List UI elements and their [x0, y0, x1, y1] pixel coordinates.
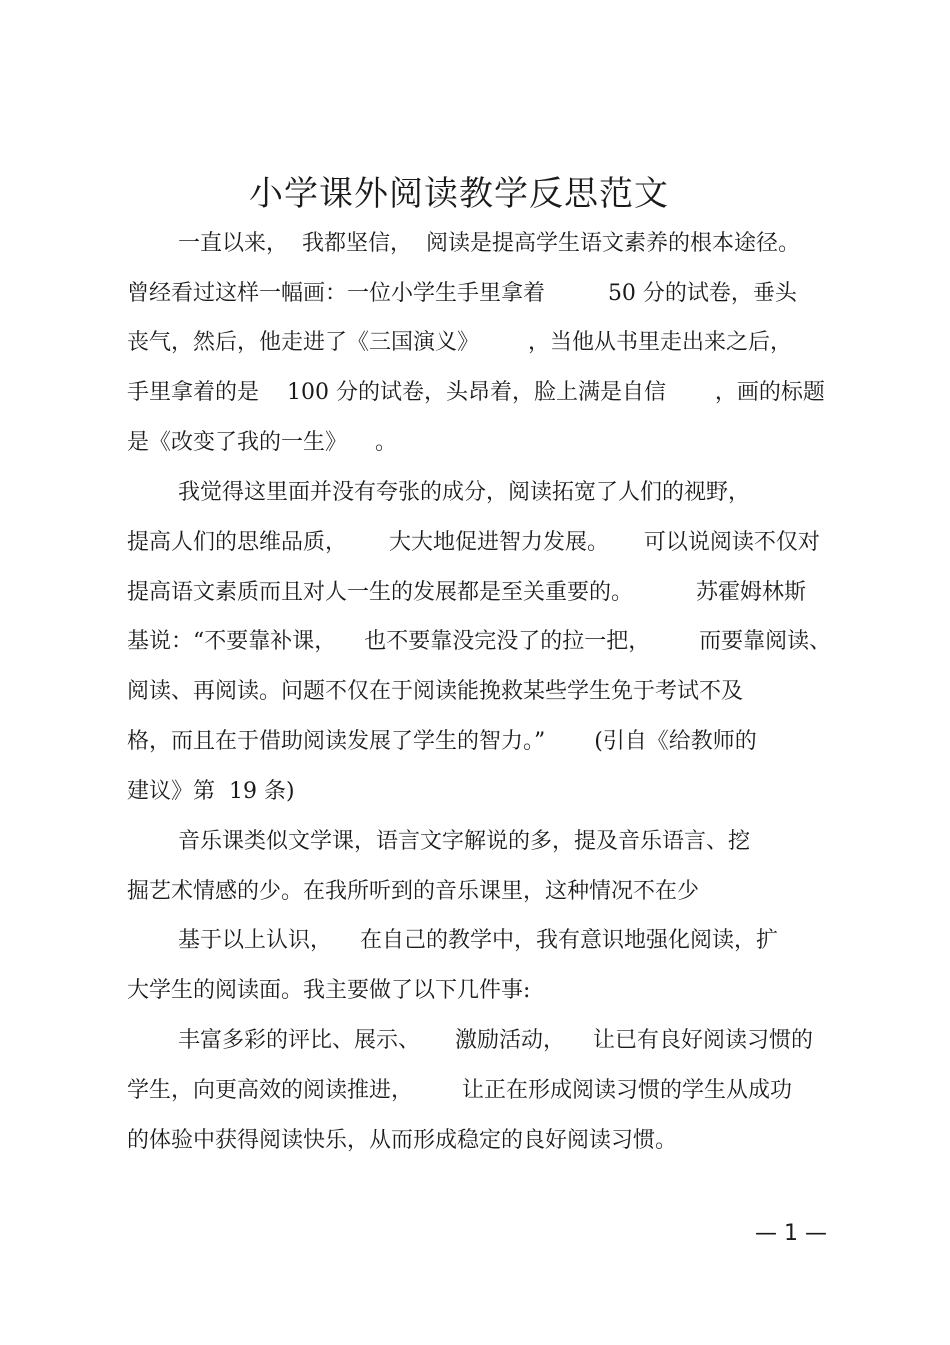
text-line: 基于以上认识， 在自己的教学中，我有意识地强化阅读，扩 [178, 928, 778, 953]
text-line: 曾经看过这样一幅画：一位小学生手里拿着 50 分的试卷，垂头 [127, 281, 797, 306]
text-line: 阅读、再阅读。问题不仅在于阅读能挽救某些学生免于考试不及 [127, 679, 744, 704]
text-line: 基说：“不要靠补课， 也不要靠没完没了的拉一把， 而要靠阅读、 [127, 629, 832, 654]
document-title: 小学课外阅读教学反思范文 [249, 174, 669, 214]
text-line: 是《改变了我的一生》 。 [127, 430, 397, 455]
text-line: 的体验中获得阅读快乐，从而形成稳定的良好阅读习惯。 [127, 1128, 678, 1153]
text-line: 手里拿着的是 100 分的试卷，头昂着，脸上满是自信 ，画的标题 [127, 380, 825, 405]
text-line: 掘艺术情感的少。在我所听到的音乐课里，这种情况不在少 [127, 879, 700, 904]
text-line: 音乐课类似文学课，语言文字解说的多，提及音乐语言、挖 [178, 829, 751, 854]
text-line: 大学生的阅读面。我主要做了以下几件事: [127, 978, 531, 1003]
page-number: — 1 — [755, 1221, 827, 1246]
text-line: 学生，向更高效的阅读推进， 让正在形成阅读习惯的学生从成功 [127, 1078, 792, 1103]
text-line: 提高语文素质而且对人一生的发展都是至关重要的。 苏霍姆林斯 [127, 580, 806, 605]
text-line: 一直以来， 我都坚信， 阅读是提高学生语文素养的根本途径。 [178, 231, 800, 256]
text-line: 丧气，然后，他走进了《三国演义》 ，当他从书里走出来之后， [127, 330, 792, 355]
text-line: 提高人们的思维品质， 大大地促进智力发展。 可以说阅读不仅对 [127, 530, 820, 555]
text-line: 建议》第 19 条) [127, 779, 295, 804]
text-line: 我觉得这里面并没有夸张的成分，阅读拓宽了人们的视野， [178, 480, 751, 505]
text-line: 丰富多彩的评比、展示、 激励活动， 让已有良好阅读习惯的 [178, 1028, 813, 1053]
text-line: 格，而且在于借助阅读发展了学生的智力。” (引自《给教师的 [127, 729, 757, 754]
